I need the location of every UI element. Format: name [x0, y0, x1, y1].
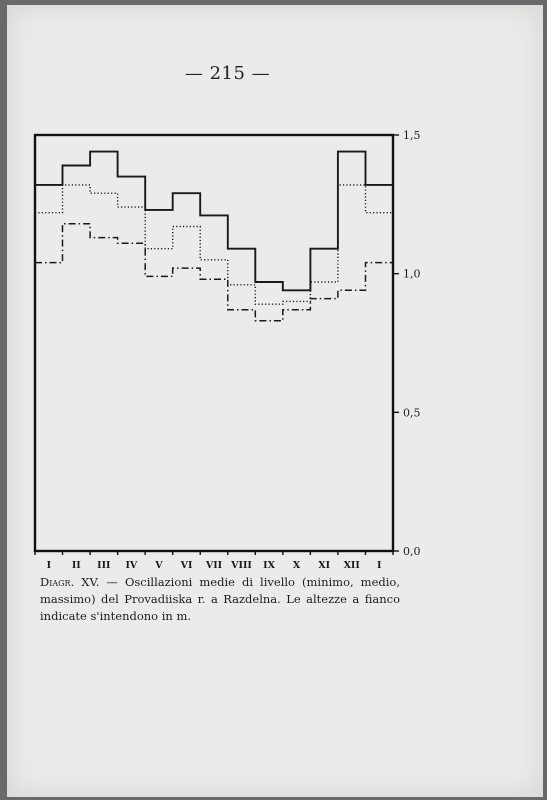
page-number: — 215 — [184, 63, 271, 84]
y-tick-label: 1,5 [403, 129, 421, 142]
series-layer [35, 152, 393, 321]
x-tick-label: III [97, 560, 111, 571]
x-tick-label: IV [125, 560, 138, 571]
figure-caption [40, 574, 400, 625]
x-tick-label: VII [205, 560, 223, 571]
y-axis [393, 129, 421, 558]
caption-text: — Oscillazioni medie di livello (minimo, medio, massimo) del Provadiiska r. a Razdelna. Le altezze a fianco indicate s'intendono in m. [40, 575, 400, 623]
x-tick-label: V [155, 560, 163, 571]
caption-label: Diagr. XV. [40, 575, 100, 589]
x-tick-label: XII [343, 560, 360, 571]
x-tick-label: II [71, 560, 81, 571]
x-tick-label: X [292, 560, 301, 571]
y-tick-label: 0,0 [403, 545, 421, 558]
x-tick-label: XI [318, 560, 331, 571]
series-line-dashdot [35, 224, 393, 321]
series-line-dotted [35, 185, 393, 304]
x-tick-label: VI [180, 560, 193, 571]
x-tick-label: I [46, 560, 52, 571]
y-tick-label: 1,0 [403, 267, 421, 281]
x-tick-label: I [376, 560, 382, 571]
x-axis [35, 551, 393, 571]
x-tick-label: IX [263, 560, 276, 571]
chart-frame [35, 135, 393, 551]
y-tick-label: 0,5 [403, 406, 421, 420]
series-line-solid [35, 152, 393, 291]
x-tick-label: VIII [231, 560, 252, 571]
